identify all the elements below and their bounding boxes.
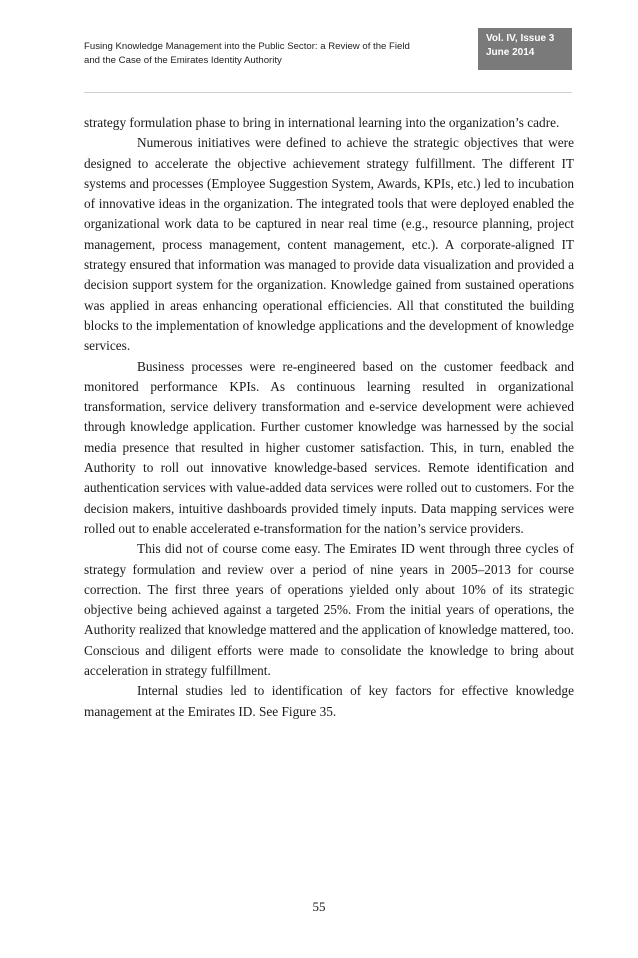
header-divider	[84, 92, 572, 93]
paragraph: Numerous initiatives were defined to achieve the strategic objectives that were designed to accelerate the objective achievement strategy fulfillment. The different IT systems and processes (Employee Suggestion System, Awards, KPIs, etc.) led to incubation of innovative ideas in the organization. The integrated tools that were deployed enabled the organizational work data to be captured in near real time (e.g., resource planning, project management, process management, content management, etc.). A corporate-aligned IT strategy ensured that information was managed to provide data visualization and provided a decision support system for the organization. Knowledge gained from sustained operations was applied in areas enhancing operational efficiencies. All that constituted the building blocks to the implementation of knowledge applications and the development of knowledge services.	[84, 135, 574, 354]
paragraph-continued: strategy formulation phase to bring in international learning into the organization’s cadre.	[84, 115, 560, 130]
issue-date: June 2014	[486, 47, 535, 58]
page-number: 55	[312, 899, 326, 914]
issue-badge	[478, 28, 572, 70]
running-header	[84, 40, 464, 68]
header-title-line-1: Fusing Knowledge Management into the Public Sector: a Review of the Field	[84, 41, 410, 52]
body-text	[84, 113, 574, 722]
issue-volume: Vol. IV, Issue 3	[486, 33, 555, 44]
paragraph: This did not of course come easy. The Emirates ID went through three cycles of strategy formulation and review over a period of nine years in 2005–2013 for course correction. The first three years of operations yielded only about 10% of its strategic objective being achieved against a targeted 25%. From the initial years of operations, the Authority realized that knowledge mattered and the application of knowledge mattered, too. Conscious and diligent efforts were made to consolidate the knowledge to bring about acceleration in strategy fulfillment.	[84, 541, 574, 679]
header-title-line-2: and the Case of the Emirates Identity Authority	[84, 55, 282, 66]
paragraph: Internal studies led to identification of key factors for effective knowledge management at the Emirates ID. See Figure 35.	[84, 683, 574, 719]
paragraph: Business processes were re-engineered based on the customer feedback and monitored performance KPIs. As continuous learning resulted in organizational transformation, service delivery transformation and e-service development were achieved through knowledge application. Further customer knowledge was harnessed by the social media presence that resulted in higher customer satisfaction. This, in turn, enabled the Authority to roll out innovative knowledge-based services. Remote identification and authentication services with value-added data services were rolled out to customers. For the decision makers, intuitive dashboards provided timely inputs. Data mapping services were rolled out to enable accelerated e-transformation for the nation’s service providers.	[84, 358, 574, 536]
